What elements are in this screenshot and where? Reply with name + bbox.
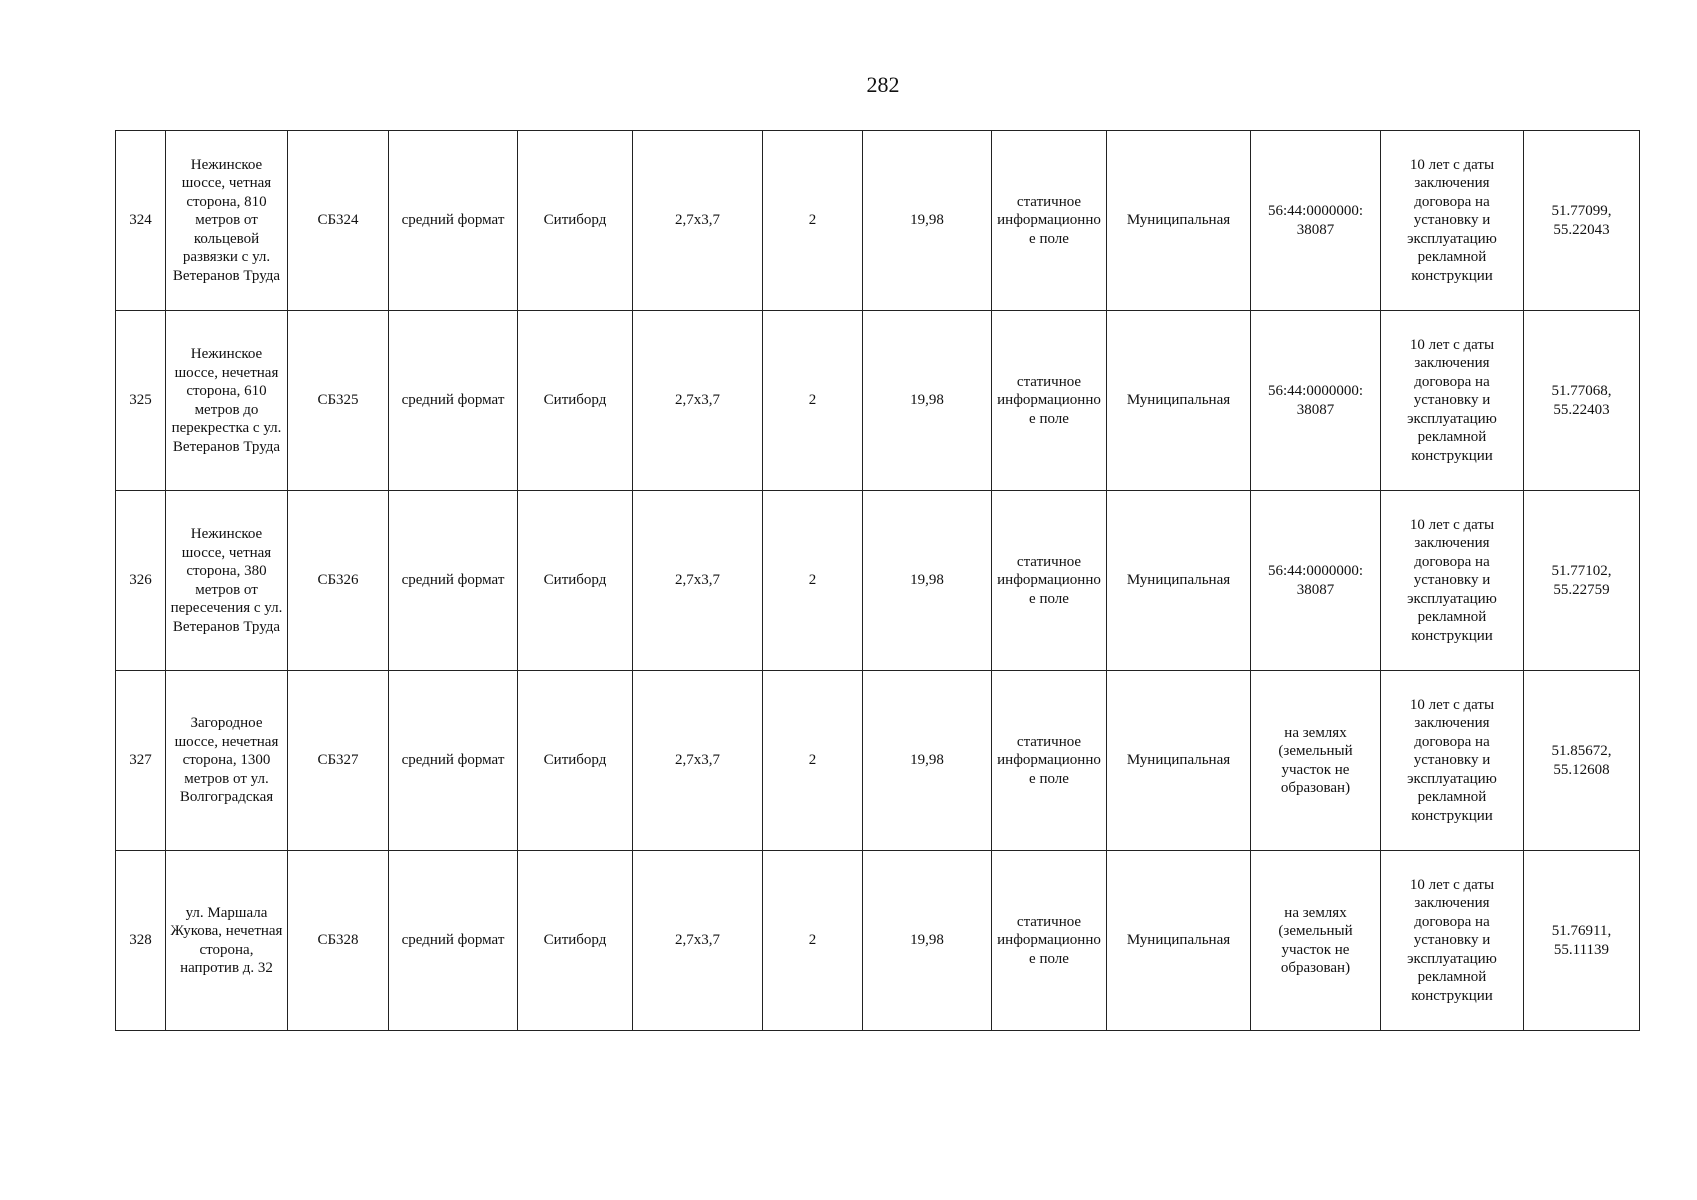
- term-cell: 10 лет с даты заключения договора на установку и эксплуатацию рекламной конструкции: [1381, 491, 1524, 671]
- ownership-cell: Муниципальная: [1107, 491, 1251, 671]
- cadastral-cell: на землях (земельный участок не образован): [1251, 851, 1381, 1031]
- table-row: [116, 491, 1640, 671]
- area-cell: 19,98: [863, 851, 992, 1031]
- size-cell: 2,7х3,7: [633, 851, 763, 1031]
- address-cell: Нежинское шоссе, четная сторона, 380 метров от пересечения с ул. Ветеранов Труда: [166, 491, 288, 671]
- address-cell: Нежинское шоссе, четная сторона, 810 метров от кольцевой развязки с ул. Ветеранов Труда: [166, 131, 288, 311]
- structure-code-cell: СБ327: [288, 671, 389, 851]
- coordinates-cell: 51.76911, 55.11139: [1524, 851, 1640, 1031]
- area-cell: 19,98: [863, 671, 992, 851]
- size-cell: 2,7х3,7: [633, 671, 763, 851]
- term-cell: 10 лет с даты заключения договора на установку и эксплуатацию рекламной конструкции: [1381, 671, 1524, 851]
- ownership-cell: Муниципальная: [1107, 671, 1251, 851]
- table-row: [116, 131, 1640, 311]
- address-cell: Нежинское шоссе, нечетная сторона, 610 метров до перекрестка с ул. Ветеранов Труда: [166, 311, 288, 491]
- info-field-cell: статичное информационное поле: [992, 851, 1107, 1031]
- format-cell: средний формат: [389, 851, 518, 1031]
- term-cell: 10 лет с даты заключения договора на установку и эксплуатацию рекламной конструкции: [1381, 851, 1524, 1031]
- coordinates-cell: 51.77068, 55.22403: [1524, 311, 1640, 491]
- sides-cell: 2: [763, 851, 863, 1031]
- cadastral-cell: 56:44:0000000: 38087: [1251, 131, 1381, 311]
- coordinates-cell: 51.77099, 55.22043: [1524, 131, 1640, 311]
- sides-cell: 2: [763, 311, 863, 491]
- info-field-cell: статичное информационное поле: [992, 311, 1107, 491]
- area-cell: 19,98: [863, 131, 992, 311]
- structure-type-cell: Ситиборд: [518, 311, 633, 491]
- sides-cell: 2: [763, 491, 863, 671]
- info-field-cell: статичное информационное поле: [992, 491, 1107, 671]
- format-cell: средний формат: [389, 311, 518, 491]
- size-cell: 2,7х3,7: [633, 311, 763, 491]
- structure-type-cell: Ситиборд: [518, 491, 633, 671]
- address-cell: ул. Маршала Жукова, нечетная сторона, напротив д. 32: [166, 851, 288, 1031]
- term-cell: 10 лет с даты заключения договора на установку и эксплуатацию рекламной конструкции: [1381, 311, 1524, 491]
- structure-type-cell: Ситиборд: [518, 671, 633, 851]
- row-number-cell: 326: [116, 491, 166, 671]
- structure-code-cell: СБ328: [288, 851, 389, 1031]
- sides-cell: 2: [763, 131, 863, 311]
- row-number-cell: 324: [116, 131, 166, 311]
- sides-cell: 2: [763, 671, 863, 851]
- size-cell: 2,7х3,7: [633, 131, 763, 311]
- table-row: [116, 851, 1640, 1031]
- area-cell: 19,98: [863, 311, 992, 491]
- coordinates-cell: 51.85672, 55.12608: [1524, 671, 1640, 851]
- term-cell: 10 лет с даты заключения договора на установку и эксплуатацию рекламной конструкции: [1381, 131, 1524, 311]
- table-row: [116, 311, 1640, 491]
- structure-code-cell: СБ324: [288, 131, 389, 311]
- ownership-cell: Муниципальная: [1107, 851, 1251, 1031]
- area-cell: 19,98: [863, 491, 992, 671]
- row-number-cell: 328: [116, 851, 166, 1031]
- cadastral-cell: 56:44:0000000: 38087: [1251, 491, 1381, 671]
- format-cell: средний формат: [389, 671, 518, 851]
- advertising-structures-table: [115, 130, 1640, 1031]
- structure-code-cell: СБ326: [288, 491, 389, 671]
- size-cell: 2,7х3,7: [633, 491, 763, 671]
- info-field-cell: статичное информационное поле: [992, 671, 1107, 851]
- row-number-cell: 325: [116, 311, 166, 491]
- structure-type-cell: Ситиборд: [518, 131, 633, 311]
- table-row: [116, 671, 1640, 851]
- structure-code-cell: СБ325: [288, 311, 389, 491]
- cadastral-cell: 56:44:0000000: 38087: [1251, 311, 1381, 491]
- coordinates-cell: 51.77102, 55.22759: [1524, 491, 1640, 671]
- info-field-cell: статичное информационное поле: [992, 131, 1107, 311]
- format-cell: средний формат: [389, 491, 518, 671]
- page-number: 282: [866, 72, 900, 97]
- row-number-cell: 327: [116, 671, 166, 851]
- cadastral-cell: на землях (земельный участок не образован): [1251, 671, 1381, 851]
- structure-type-cell: Ситиборд: [518, 851, 633, 1031]
- address-cell: Загородное шоссе, нечетная сторона, 1300 метров от ул. Волгоградская: [166, 671, 288, 851]
- ownership-cell: Муниципальная: [1107, 131, 1251, 311]
- format-cell: средний формат: [389, 131, 518, 311]
- ownership-cell: Муниципальная: [1107, 311, 1251, 491]
